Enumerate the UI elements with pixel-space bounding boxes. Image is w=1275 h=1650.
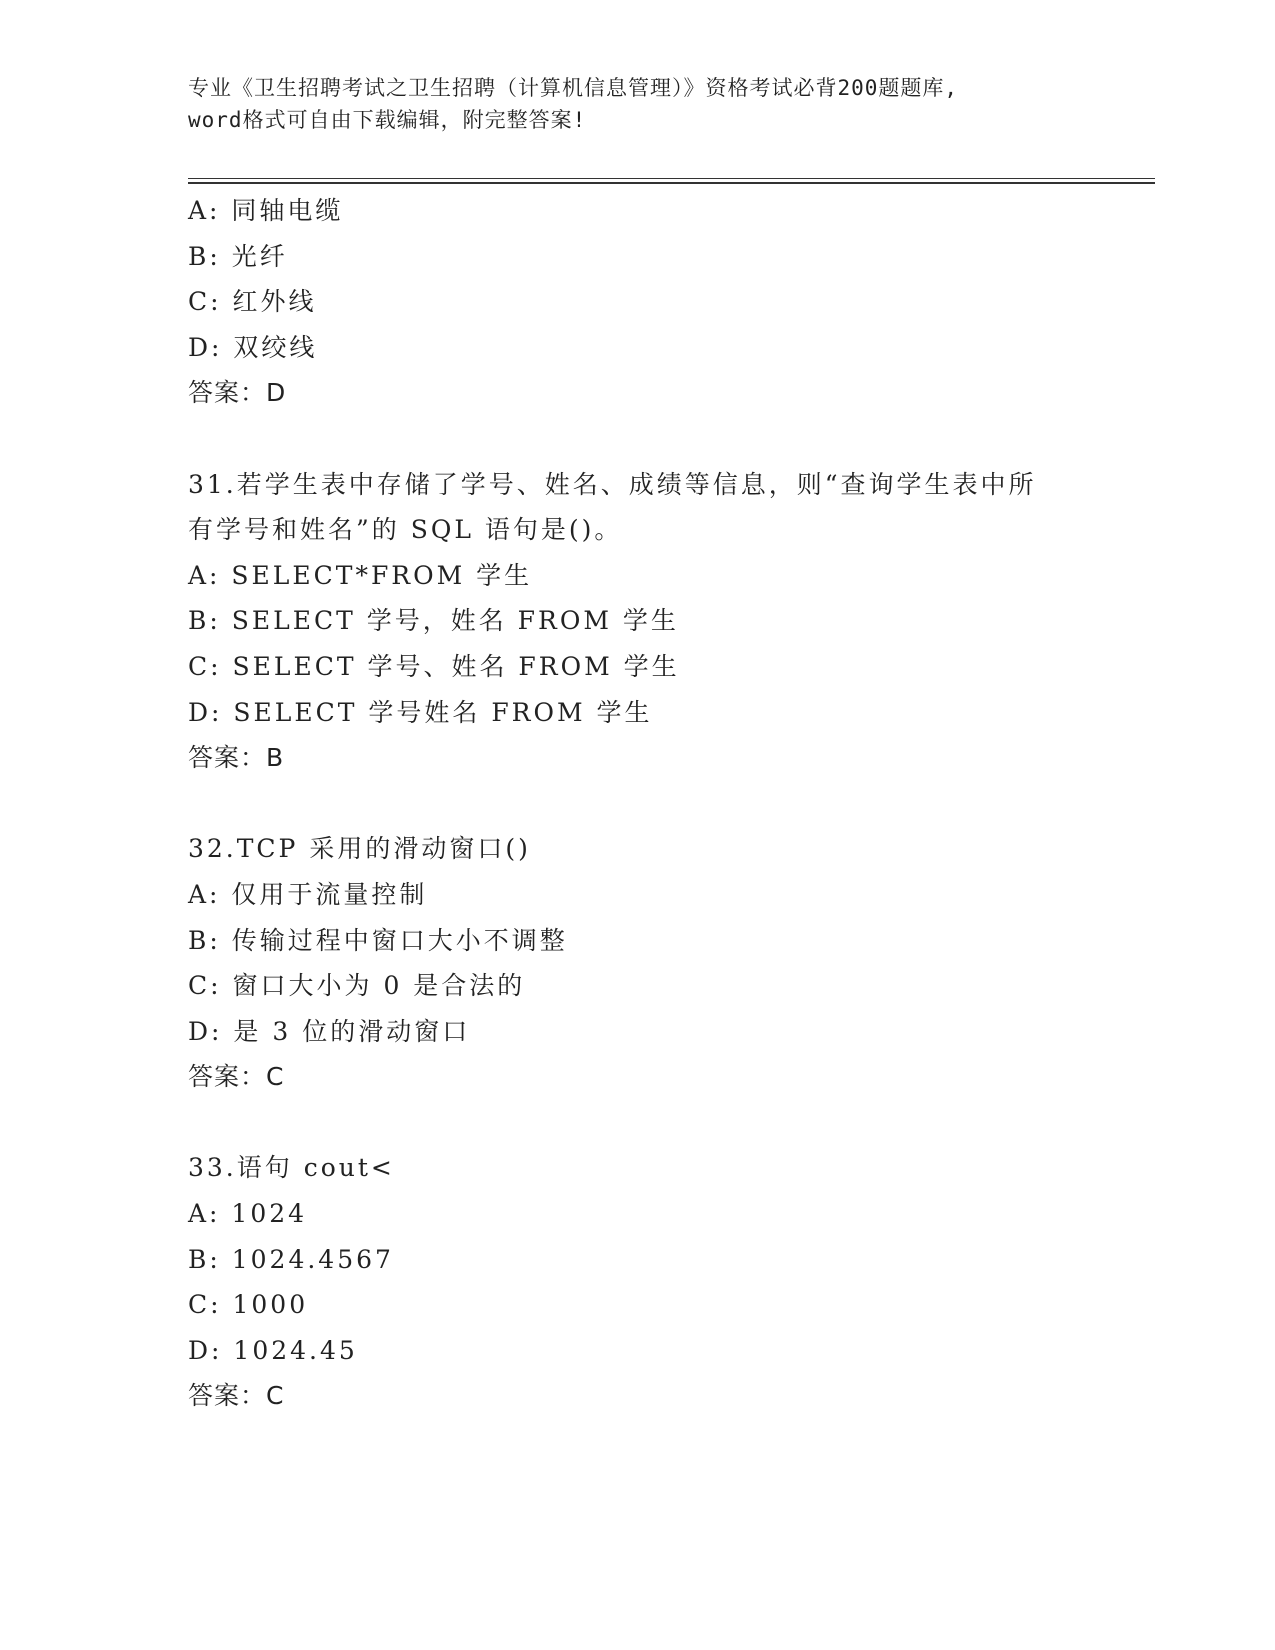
option-b: B: SELECT 学号，姓名 FROM 学生: [188, 606, 679, 636]
question-title: 31.若学生表中存储了学号、姓名、成绩等信息，则“查询学生表中所: [188, 469, 1037, 499]
header-line-1: 专业《卫生招聘考试之卫生招聘（计算机信息管理）》资格考试必背200题题库,: [188, 76, 959, 100]
answer-line: 答案：B: [188, 743, 285, 773]
option-c: C: 红外线: [188, 287, 317, 317]
question-block-32: [188, 826, 1108, 1100]
document-body: [188, 188, 1108, 1419]
header-line-2: word格式可自由下载编辑，附完整答案!: [188, 108, 587, 132]
answer-line: 答案：C: [188, 1381, 285, 1411]
option-c: C: SELECT 学号、姓名 FROM 学生: [188, 651, 680, 681]
option-d: D: 1024.45: [188, 1335, 358, 1365]
option-a: A: 同轴电缆: [188, 196, 344, 225]
option-c: C: 窗口大小为 0 是合法的: [188, 971, 526, 1001]
spacer: [188, 416, 1108, 462]
option-d: D: 双绞线: [188, 332, 318, 362]
spacer: [188, 781, 1108, 827]
option-b: B: 1024.4567: [188, 1244, 394, 1274]
answer-line: 答案：D: [188, 378, 287, 408]
header-divider-top: [188, 178, 1155, 179]
option-a: A: 仅用于流量控制: [188, 879, 428, 909]
option-a: A: SELECT*FROM 学生: [188, 560, 533, 590]
question-title: 33.语句 cout<: [188, 1153, 395, 1183]
question-block-33: [188, 1145, 1108, 1419]
document-header: [188, 72, 1088, 136]
header-divider-bottom: [188, 182, 1155, 184]
option-d: D: SELECT 学号姓名 FROM 学生: [188, 697, 653, 727]
option-c: C: 1000: [188, 1290, 309, 1320]
question-title-continued: 有学号和姓名”的 SQL 语句是()。: [188, 515, 623, 545]
option-b: B: 传输过程中窗口大小不调整: [188, 925, 568, 955]
option-a: A: 1024: [188, 1199, 308, 1229]
question-block-30: [188, 188, 1108, 416]
answer-line: 答案：C: [188, 1062, 285, 1092]
question-block-31: [188, 462, 1108, 781]
spacer: [188, 1100, 1108, 1146]
option-d: D: 是 3 位的滑动窗口: [188, 1016, 471, 1046]
question-title: 32.TCP 采用的滑动窗口(): [188, 834, 531, 864]
option-b: B: 光纤: [188, 241, 288, 271]
